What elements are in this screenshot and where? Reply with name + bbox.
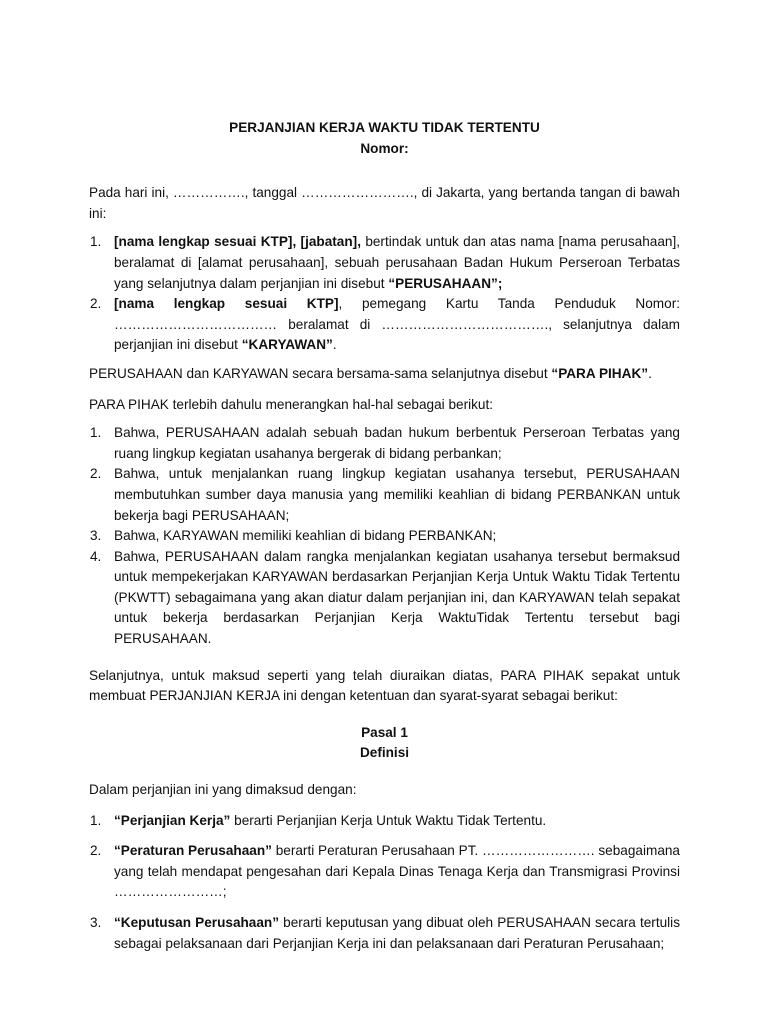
para-pihak-end: . <box>648 365 652 381</box>
parties-list <box>89 232 680 356</box>
para-pihak-text: PERUSAHAAN dan KARYAWAN secara bersama-sama selanjutnya disebut <box>89 365 552 381</box>
party-1-name: [nama lengkap sesuai KTP], [jabatan], <box>114 234 361 250</box>
pasal-subheading: Definisi <box>359 745 410 761</box>
list-number: 1. <box>90 425 102 441</box>
document-number: Nomor: <box>360 140 409 156</box>
recitals-list <box>89 423 680 650</box>
party-item-1 <box>89 232 680 294</box>
party-2-end: . <box>332 337 337 353</box>
definition-text: berarti Perjanjian Kerja Untuk Waktu Tidak Tertentu. <box>230 812 547 828</box>
party-2-alias: “KARYAWAN” <box>241 337 333 353</box>
party-item-2 <box>89 294 680 356</box>
definition-term: “Keputusan Perusahaan” <box>114 915 280 930</box>
recital-text: Bahwa, PERUSAHAAN dalam rangka menjalankan kegiatan usahanya tersebut bermaksud untuk mempekerjakan KARYAWAN berdasarkan Perjanjian Kerja Untuk Waktu Tidak Tertentu (PKWTT) sebagaimana yang akan diatur dalam perjanjian ini, dan KARYAWAN telah sepakat untuk bekerja berdasarkan Perjanjian Kerja WaktuTidak Tertentu tersebut bagi PERUSAHAAN. <box>114 548 680 647</box>
recital-text: Bahwa, PERUSAHAAN adalah sebuah badan hukum berbentuk Perseroan Terbatas yang ruang lingkup kegiatan usahanya bergerak di bidang perbankan; <box>114 425 680 461</box>
definition-term: “Perjanjian Kerja” <box>114 812 231 828</box>
opening-paragraph: Pada hari ini, ……………., tanggal ……………………., di Jakarta, yang bertanda tangan di bawah ini: <box>89 185 680 221</box>
recital-text: Bahwa, untuk menjalankan ruang lingkup kegiatan usahanya tersebut, PERUSAHAAN membutuhkan sumber daya manusia yang memiliki keahlian di bidang PERBANKAN untuk bekerja bagi PERUSAHAAN; <box>114 466 680 523</box>
pasal-heading: Pasal 1 <box>361 724 408 740</box>
para-pihak-alias: “PARA PIHAK” <box>551 365 649 381</box>
party-2-name: [nama lengkap sesuai KTP] <box>114 296 339 312</box>
definition-text: berarti keputusan yang dibuat oleh PERUSAHAAN secara tertulis sebagai pelaksanaan dari Perjanjian Kerja ini dan pelaksanaan dari Peraturan Perusahaan; <box>114 915 680 951</box>
party-1-text: bertindak untuk dan atas nama [nama perusahaan], beralamat di [alamat perusahaan], sebuah perusahaan Badan Hukum Perseroan Terbatas yang selanjutnya dalam perjanjian ini disebut <box>114 234 681 291</box>
list-number: 1. <box>90 234 102 250</box>
list-number: 3. <box>90 915 102 930</box>
definition-text: berarti Peraturan Perusahaan PT. ……………………. sebagaimana yang telah mendapat pengesahan dari Kepala Dinas Tenaga Kerja dan Transmigrasi Provinsi ……………………; <box>114 843 680 900</box>
document-title: PERJANJIAN KERJA WAKTU TIDAK TERTENTU <box>229 120 540 135</box>
recital-item-1 <box>89 423 680 464</box>
definition-term: “Peraturan Perusahaan” <box>114 843 272 859</box>
recital-item-3 <box>89 526 680 547</box>
party-2-text: , pemegang Kartu Tanda Penduduk Nomor: ……………………………… beralamat di ………………………………., selanjutnya dalam perjanjian ini disebut <box>114 296 680 353</box>
definition-item-1 <box>89 811 680 832</box>
list-number: 4. <box>90 548 102 564</box>
list-number: 1. <box>90 812 102 828</box>
list-number: 2. <box>90 843 102 859</box>
party-1-alias: “PERUSAHAAN”; <box>388 275 503 291</box>
definition-item-3 <box>89 913 680 954</box>
recital-item-2 <box>89 464 680 526</box>
definitions-list <box>89 811 680 955</box>
agreement-paragraph: Selanjutnya, untuk maksud seperti yang telah diuraikan diatas, PARA PIHAK sepakat untuk membuat PERJANJIAN KERJA ini dengan ketentuan dan syarat-syarat sebagai berikut: <box>89 667 680 704</box>
para-pihak-paragraph <box>89 364 680 385</box>
list-number: 3. <box>90 528 102 544</box>
recital-text: Bahwa, KARYAWAN memiliki keahlian di bidang PERBANKAN; <box>114 528 497 544</box>
definitions-intro: Dalam perjanjian ini yang dimaksud dengan: <box>89 782 357 798</box>
definition-item-2 <box>89 841 680 903</box>
recital-item-4 <box>89 547 680 650</box>
recitals-intro: PARA PIHAK terlebih dahulu menerangkan hal-hal sebagai berikut: <box>89 396 494 412</box>
list-number: 2. <box>90 296 102 312</box>
list-number: 2. <box>90 466 102 482</box>
